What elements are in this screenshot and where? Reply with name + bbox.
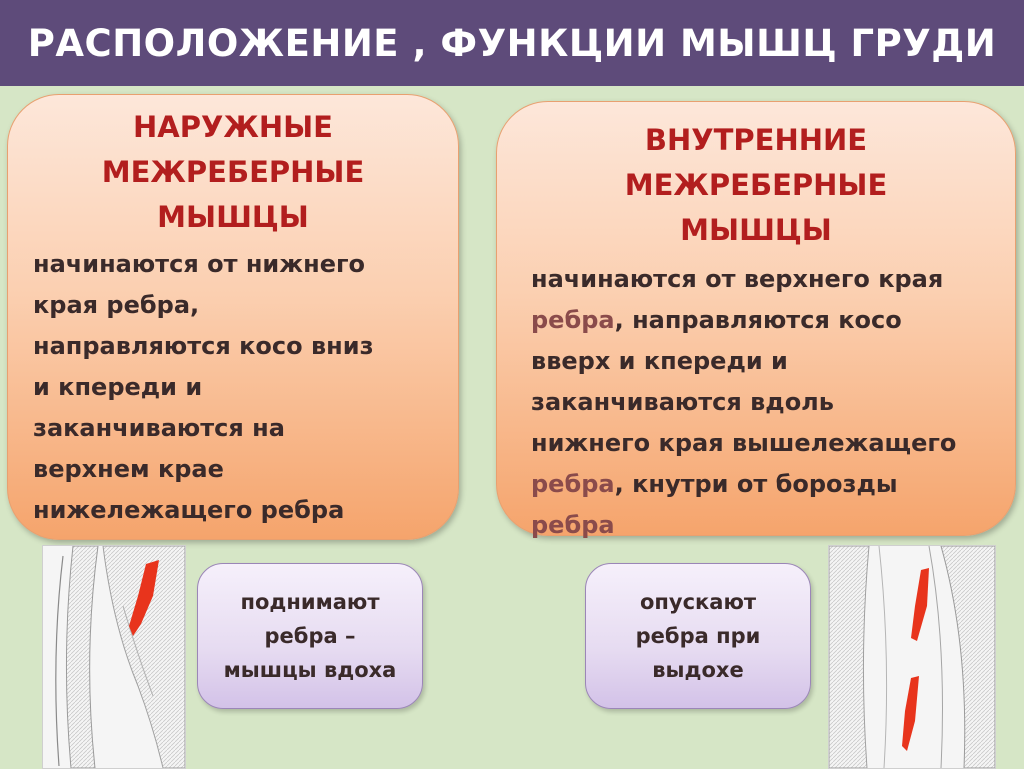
text-line: заканчиваются вдоль	[531, 388, 834, 416]
text-line: верхнем крае	[33, 455, 224, 483]
text-fragment: , направляются косо	[614, 306, 902, 334]
external-intercostal-card	[7, 94, 459, 540]
internal-intercostal-illustration	[828, 545, 996, 769]
text-line: направляются косо вниз	[33, 332, 374, 360]
exhale-function-box: опускают ребра при выдохе	[585, 563, 811, 709]
text-line: заканчиваются на	[33, 414, 285, 442]
internal-intercostal-card	[496, 101, 1016, 539]
text-line	[531, 300, 1001, 341]
page-title: РАСПОЛОЖЕНИЕ , ФУНКЦИИ МЫШЦ ГРУДИ	[27, 21, 997, 65]
page-title-bar	[0, 0, 1024, 86]
card-description	[531, 259, 1001, 546]
rib-diagram-svg	[43, 546, 185, 768]
highlight-word: ребра	[531, 470, 615, 498]
card-title: НАРУЖНЫЕ МЕЖРЕБЕРНЫЕ МЫШЦЫ	[101, 110, 365, 234]
text-line: края ребра,	[33, 291, 200, 319]
highlight-word: ребра	[531, 306, 615, 334]
inhale-function-box: поднимают ребра – мышцы вдоха	[197, 563, 423, 709]
external-intercostal-illustration	[42, 545, 186, 769]
highlight-word: ребра	[531, 511, 615, 539]
text-line: начинаются от нижнего	[33, 250, 366, 278]
card-title: ВНУТРЕННИЕ МЕЖРЕБЕРНЫЕ МЫШЦЫ	[624, 123, 888, 247]
text-line: начинаются от верхнего края	[531, 265, 944, 293]
card-description	[33, 244, 443, 531]
text-line	[531, 464, 1001, 505]
text-line: и кпереди и	[33, 373, 203, 401]
text-line: нижнего края вышележащего	[531, 429, 957, 457]
text-line: нижележащего ребра	[33, 496, 345, 524]
rib-diagram-svg	[829, 546, 995, 768]
text-line: вверх и кпереди и	[531, 347, 788, 375]
rib-shape	[829, 546, 869, 768]
text-line	[531, 505, 1001, 546]
text-fragment: , кнутри от борозды	[614, 470, 898, 498]
